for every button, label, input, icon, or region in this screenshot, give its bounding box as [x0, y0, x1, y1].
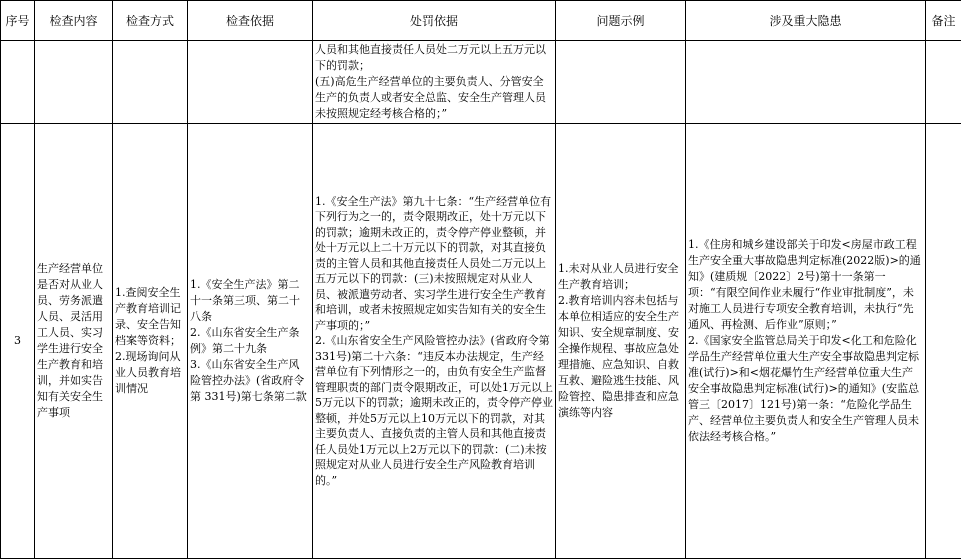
cell-basis: 1.《安全生产法》第二十一条第三项、第二十八条 2.《山东省安全生产条例》第二十九条 3.《山东省安全生产风险管控办法》(省政府令第 331号)第七条第二款 [188, 124, 313, 559]
cell-content: 生产经营单位是否对从业人员、劳务派遣人员、灵活用工人员、实习学生进行安全生产教育和培训，并如实告知有关安全生产事项 [35, 124, 113, 559]
header-examples: 问题示例 [556, 1, 686, 41]
cell-penalty: 人员和其他直接责任人员处二万元以上五万元以下的罚款； (五)高危生产经营单位的主要负责人、分管安全生产的负责人或者安全总监、安全生产管理人员未按照规定经考核合格的；” [313, 41, 556, 124]
cell-hazards [686, 41, 926, 124]
header-row [1, 1, 961, 41]
cell-method: 1.查阅安全生产教育培训记录、安全告知档案等资料； 2.现场询问从业人员教育培训情况 [113, 124, 188, 559]
cell-remarks [926, 41, 961, 124]
cell-no: 3 [1, 124, 35, 559]
table-row [1, 124, 961, 559]
header-content: 检查内容 [35, 1, 113, 41]
cell-examples: 1.未对从业人员进行安全生产教育培训； 2.教育培训内容未包括与本单位相适应的安全生产知识、安全规章制度、安全操作规程、事故应急处理措施、应急知识、自救互救、避险逃生技能、风险管控、隐患排查和应急演练等内容 [556, 124, 686, 559]
header-method: 检查方式 [113, 1, 188, 41]
header-hazards: 涉及重大隐患 [686, 1, 926, 41]
cell-examples [556, 41, 686, 124]
cell-basis [188, 41, 313, 124]
header-remarks: 备注 [926, 1, 961, 41]
cell-remarks [926, 124, 961, 559]
header-basis: 检查依据 [188, 1, 313, 41]
cell-penalty: 1.《安全生产法》第九十七条：“生产经营单位有下列行为之一的，责令限期改正，处十万元以下的罚款；逾期未改正的，责令停产停业整顿，并处十万元以上二十万元以下的罚款，对其直接负责的主管人员和其他直接责任人员处二万元以上五万元以下的罚款：(三)未按照规定对从业人员、被派遣劳动者、实习学生进行安全生产教育和培训，或者未按照规定如实告知有关的安全生产事项的；” 2.《山东省安全生产风险管控办法》(省政府令第 331号)第二十六条：“违反本办法规定，生产经营单位有下列情形之一的，由负有安全生产监督管理职责的部门责令限期改正，可以处1万元以上5万元以下的罚款；逾期未改正的，责令停产停业整顿，并处5万元以上10万元以下的罚款，对其主要负责人、直接负责的主管人员和其他直接责任人员处1万元以上2万元以下的罚款：(二)未按照规定对从业人员进行安全生产风险教育培训的。” [313, 124, 556, 559]
cell-method [113, 41, 188, 124]
header-no: 序号 [1, 1, 35, 41]
cell-hazards: 1.《住房和城乡建设部关于印发<房屋市政工程生产安全重大事故隐患判定标准(2022版)>的通知》(建质规〔2022〕2号)第十一条第一项：“有限空间作业未履行“作业审批制度”，未对施工人员进行专项安全教育培训，未执行“先通风、再检测、后作业”原则；” 2.《国家安全监管总局关于印发<化工和危险化学品生产经营单位重大生产安全事故隐患判定标准(试行)>和<烟花爆竹生产经营单位重大生产安全事故隐患判定标准(试行)>的通知》(安监总管三〔2017〕121号)第一条：“危险化学品生产、经营单位主要负责人和安全生产管理人员未依法经考核合格。” [686, 124, 926, 559]
cell-no [1, 41, 35, 124]
header-penalty: 处罚依据 [313, 1, 556, 41]
table-row-continuation [1, 41, 961, 124]
cell-content [35, 41, 113, 124]
